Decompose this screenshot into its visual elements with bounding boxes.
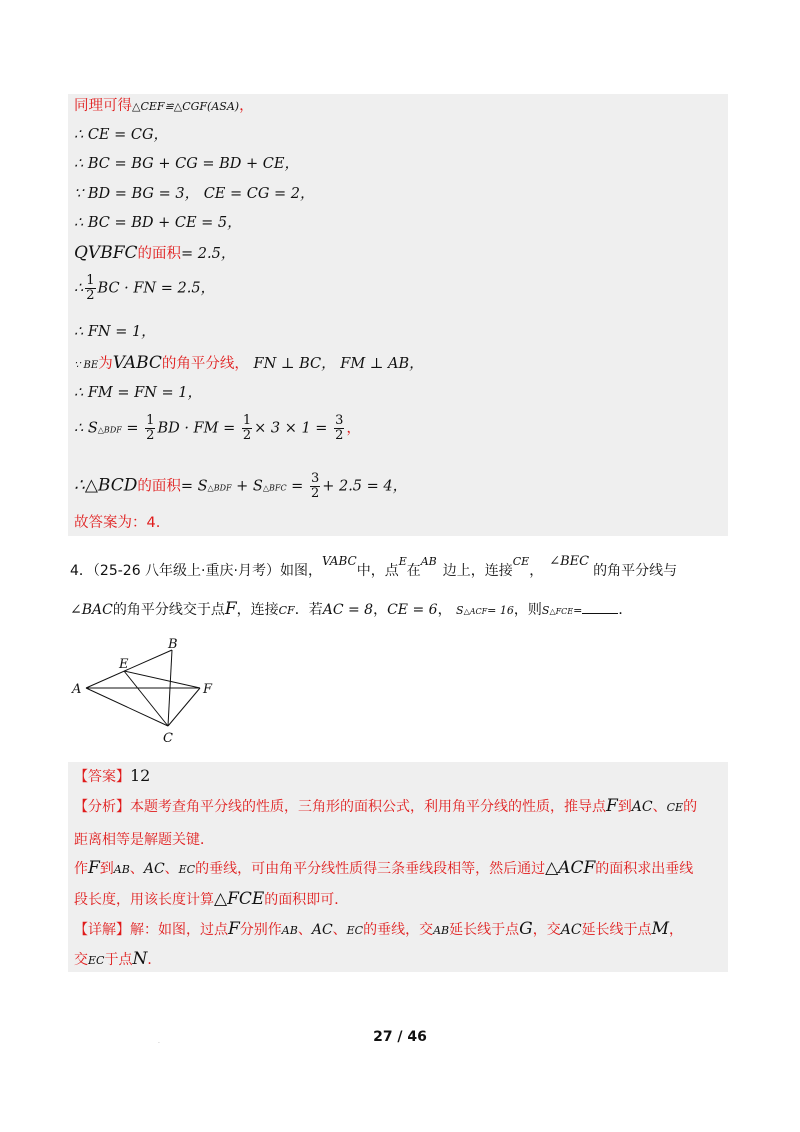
question-line-1: 4．（25-26 八年级上·重庆·月考）如图，VABC中，点$^E$在$^{AB}$边上，连接$^{CE}$，∠BEC的角平分线与 bbox=[70, 554, 678, 579]
analysis-line-2: 距离相等是解题关键． bbox=[74, 832, 214, 848]
label-e: E bbox=[119, 657, 129, 672]
solution-line-13: 故答案为：4. bbox=[74, 515, 161, 531]
analysis-line-4: 段长度，用该长度计算△FCE的面积即可． bbox=[74, 889, 349, 909]
solution-line-8: ∴ FN = 1， bbox=[74, 324, 156, 340]
label-f: F bbox=[203, 682, 213, 697]
solution-line-10: ∴ FM = FN = 1， bbox=[74, 385, 202, 401]
detail-line-1: 【详解】解：如图，过点F分别作AB、AC、EC的垂线，交AB延长线于点G，交AC延长线于点M， bbox=[74, 919, 683, 939]
answer-blank bbox=[582, 601, 618, 614]
question-line-2: ∠BAC的角平分线交于点F，连接CF．若AC = 8，CE = 6， S△ACF= 16，则S△FCE= ． bbox=[70, 599, 633, 619]
label-b: B bbox=[168, 637, 178, 652]
label-c: C bbox=[163, 731, 173, 746]
label-a: A bbox=[72, 682, 82, 697]
solution-line-9: ∵ BE为VABC的角平分线， FN ⊥ BC， FM ⊥ AB， bbox=[74, 353, 424, 373]
solution-line-3: ∴ BC = BG + CG = BD + CE， bbox=[74, 156, 299, 172]
solution-line-1: 同理可得△CEF≌△CGF(ASA)， bbox=[74, 98, 254, 114]
analysis-line-3: 作F到AB、AC、EC的垂线，可由角平分线性质得三条垂线段相等，然后通过△ACF的面积求出垂线 bbox=[74, 858, 694, 878]
answer-line: 【答案】12 bbox=[74, 766, 151, 785]
footer-dot: · bbox=[158, 1040, 160, 1047]
solution-line-6: QVBFC的面积= 2.5， bbox=[74, 243, 236, 263]
detail-line-2: 交EC于点N． bbox=[74, 949, 162, 969]
solution-line-7: ∴ $\frac{1}{2}$ BC · FN = 2.5， bbox=[74, 273, 216, 303]
analysis-line-1: 【分析】本题考查角平分线的性质，三角形的面积公式，利用角平分线的性质，推导点F到AC、CE的 bbox=[74, 796, 698, 816]
solution-line-11: ∴ S△BDF = $\frac{1}{2}$ BD · FM = $\frac{1}{2}$ × 3 × 1 = $\frac{3}{2}$ ， bbox=[74, 413, 361, 443]
solution-line-5: ∴ BC = BD + CE = 5， bbox=[74, 215, 242, 231]
solution-line-2: ∴ CE = CG， bbox=[74, 127, 169, 143]
solution-line-4: ∵ BD = BG = 3， CE = CG = 2， bbox=[74, 186, 315, 202]
page-number: 27 / 46 bbox=[373, 1029, 427, 1045]
geometry-figure bbox=[64, 630, 234, 750]
solution-line-12: ∴△BCD的面积= S△BDF + S△BFC = $\frac{3}{2}$ + 2.5 = 4， bbox=[74, 471, 408, 501]
